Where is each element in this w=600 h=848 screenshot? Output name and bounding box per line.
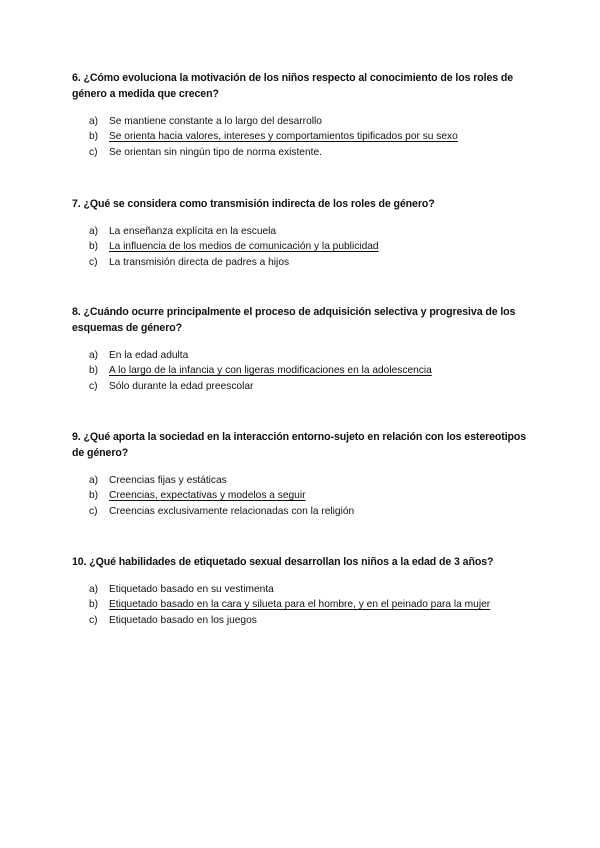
option-text: Creencias exclusivamente relacionadas con la religión [109,505,355,517]
option-letter: c) [89,380,98,392]
option-letter: a) [89,116,99,127]
correct-option-text: Etiquetado basado en la cara y silueta para el hombre, y en el peinado para la mujer [109,599,491,611]
option-letter: c) [89,146,98,158]
question-title: 8. ¿Cuándo ocurre principalmente el proceso de adquisición selectiva y progresiva de los esquemas de género? [72,306,516,334]
answer-option-a [72,582,532,597]
option-letter: b) [89,365,99,377]
answer-list [72,348,532,394]
answer-list [72,582,532,628]
option-letter: c) [89,614,98,626]
option-letter: b) [89,490,99,502]
option-text: Etiquetado basado en su vestimenta [109,584,274,595]
correct-option-text: La influencia de los medios de comunicación y la publicidad [109,241,379,253]
option-text: Sólo durante la edad preescolar [109,380,254,392]
option-letter: a) [89,226,99,237]
option-text: Se orientan sin ningún tipo de norma existente. [109,146,322,158]
option-text: En la edad adulta [109,350,189,361]
question-title: 6. ¿Cómo evoluciona la motivación de los niños respecto al conocimiento de los roles de género a medida que crecen? [72,72,514,100]
answer-list [72,224,532,270]
option-letter: a) [89,350,99,361]
answer-option-a [72,114,532,129]
correct-option-text: A lo largo de la infancia y con ligeras modificaciones en la adolescencia [109,365,432,377]
correct-option-text: Creencias, expectativas y modelos a seguir [109,490,306,502]
answer-option-c [72,145,532,160]
option-letter: b) [89,241,99,253]
answer-option-b [72,597,532,612]
answer-option-c [72,379,532,394]
answer-option-c [72,504,532,519]
option-text: Se mantiene constante a lo largo del desarrollo [109,116,322,127]
answer-option-a [72,224,532,239]
answer-option-c [72,613,532,628]
option-text: La transmisión directa de padres a hijos [109,256,290,268]
question-title: 9. ¿Qué aporta la sociedad en la interacción entorno-sujeto en relación con los estereotipos de género? [72,431,527,459]
question-9 [72,429,532,519]
answer-option-b [72,129,532,144]
option-text: La enseñanza explícita en la escuela [109,226,277,237]
question-6 [72,70,532,160]
option-letter: c) [89,505,98,517]
answer-list [72,114,532,160]
question-8 [72,304,532,394]
option-letter: b) [89,599,99,611]
option-letter: c) [89,256,98,268]
option-letter: a) [89,475,99,486]
question-7 [72,196,532,270]
question-10 [72,554,532,628]
option-letter: a) [89,584,99,595]
question-title: 10. ¿Qué habilidades de etiquetado sexual desarrollan los niños a la edad de 3 años? [72,556,494,568]
answer-option-b [72,363,532,378]
answer-option-b [72,239,532,254]
option-text: Creencias fijas y estáticas [109,475,227,486]
correct-option-text: Se orienta hacia valores, intereses y comportamientos tipificados por su sexo [109,131,458,143]
answer-option-a [72,348,532,363]
answer-option-b [72,488,532,503]
answer-option-c [72,255,532,270]
answer-list [72,473,532,519]
option-letter: b) [89,131,99,143]
option-text: Etiquetado basado en los juegos [109,614,257,626]
answer-option-a [72,473,532,488]
question-title: 7. ¿Qué se considera como transmisión indirecta de los roles de género? [72,198,435,210]
